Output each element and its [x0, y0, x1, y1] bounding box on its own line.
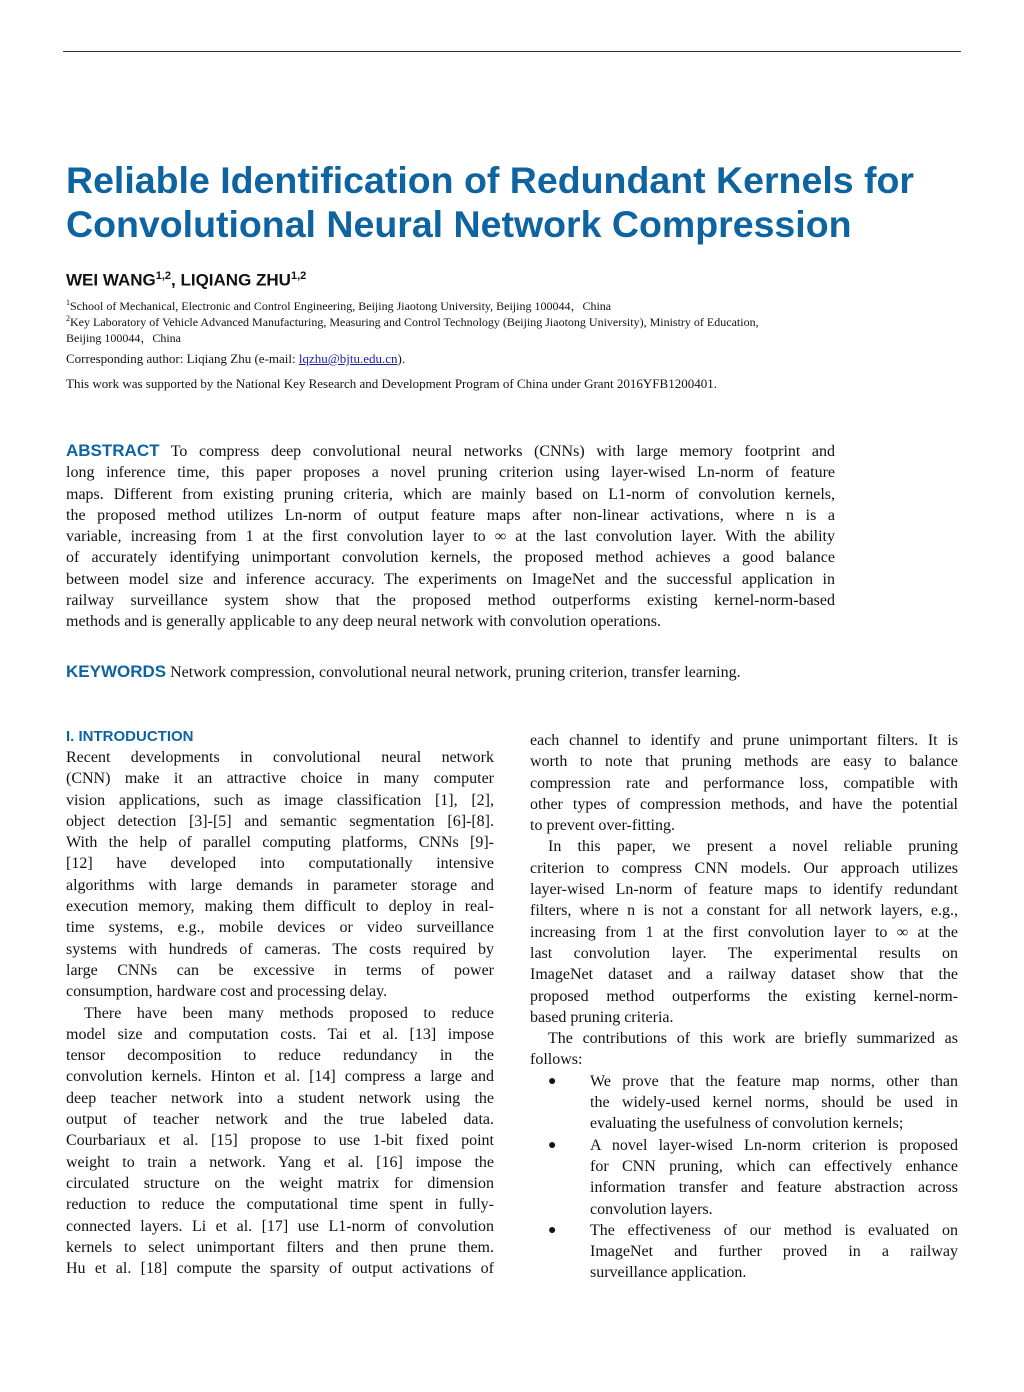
bullet-icon: ● [548, 1137, 557, 1153]
text-line: filters, where n is not a constant for all network layers, e.g., [530, 902, 958, 920]
text-line: The effectiveness of our method is evaluated on [590, 1221, 958, 1239]
text-line: increasing from 1 at the first convolution layer to ∞ at the [530, 923, 958, 941]
affil-number: 1 [66, 298, 70, 307]
left-column [66, 727, 494, 1279]
header-rule [63, 51, 961, 52]
title-line: Reliable Identification of Redundant Kernels for [66, 159, 914, 201]
keywords-label: KEYWORDS [66, 662, 167, 681]
paper-title [66, 158, 986, 246]
bullet-icon: ● [548, 1073, 557, 1089]
right-column [530, 730, 958, 1284]
text-line: large CNNs can be excessive in terms of power [66, 961, 494, 979]
text-line: layer-wised Ln-norm of feature maps to identify redundant [530, 881, 958, 899]
text-line: Hu et al. [18] compute the sparsity of output activations of [66, 1260, 494, 1278]
list-item [530, 1071, 958, 1135]
text-line: convolution kernels. Hinton et al. [14] compress a large and [66, 1068, 494, 1086]
text-line: follows: [530, 1051, 583, 1069]
email-link[interactable]: lqzhu@bjtu.edu.cn [298, 351, 398, 366]
text-line: We prove that the feature map norms, other than [590, 1072, 958, 1090]
text-line: for CNN pruning, which can effectively enhance [590, 1157, 958, 1175]
text-line: time systems, e.g., mobile devices or video surveillance [66, 919, 494, 937]
text-line: information transfer and feature abstraction across [590, 1179, 958, 1197]
text-line: weight to train a network. Yang et al. [16] impose the [66, 1153, 494, 1171]
corresponding-author [66, 351, 405, 367]
text-line: each channel to identify and prune unimportant filters. It is [530, 732, 958, 749]
text-line: algorithms with large demands in parameter storage and [66, 876, 494, 894]
text-line: reduction to reduce the computational time spent in fully- [66, 1196, 494, 1214]
text-line: In this paper, we present a novel reliable pruning [548, 838, 958, 856]
corresponding-text: Corresponding author: Liqiang Zhu (e-mail: [66, 351, 299, 366]
text-line: deep teacher network into a student network using the [66, 1089, 494, 1107]
affil-text: Key Laboratory of Vehicle Advanced Manufacturing, Measuring and Control Technology (Beijing Jiaotong University), Ministry of Education, [70, 315, 759, 329]
list-item [530, 1220, 958, 1284]
authors [66, 270, 306, 291]
affil-text: Beijing 100044，China [66, 331, 181, 345]
text-line: output of teacher network and the true labeled data. [66, 1111, 494, 1129]
text-line: consumption, hardware cost and processing delay. [66, 983, 388, 1001]
text-line: variable, increasing from 1 at the first convolution layer to ∞ at the last convolution layer. With the ability [66, 528, 835, 546]
author-name: WEI WANG [66, 270, 156, 290]
abstract [66, 440, 835, 633]
paragraph [66, 747, 494, 1003]
affil-number: 2 [66, 314, 70, 323]
text-line: the proposed method utilizes Ln-norm of output feature maps after non-linear activations, where n is a [66, 506, 835, 524]
text-line: model size and computation costs. Tai et al. [13] impose [66, 1025, 494, 1043]
text-line: long inference time, this paper proposes a novel pruning criterion using layer-wised Ln-norm of feature [66, 464, 835, 482]
funding-note: This work was supported by the National Key Research and Development Program of China under Grant 2016YFB1200401. [66, 376, 717, 391]
contribution-list [530, 1071, 958, 1284]
text-line: There have been many methods proposed to reduce [84, 1004, 494, 1022]
text-line: other types of compression methods, and have the potential [530, 795, 958, 813]
text-line: vision applications, such as image classification [1], [2], [66, 791, 494, 809]
corresponding-text: ). [397, 351, 406, 366]
text-line: surveillance application. [590, 1264, 747, 1282]
text-line: to prevent over-fitting. [530, 817, 675, 835]
text-line: circulated structure on the weight matrix for dimension [66, 1174, 494, 1192]
paragraph [530, 730, 958, 836]
abstract-label: ABSTRACT [66, 441, 160, 460]
text-line: (CNN) make it an attractive choice in many computer [66, 770, 494, 788]
text-line: between model size and inference accuracy. The experiments on ImageNet and the successful application in [66, 570, 835, 588]
text-line: Courbariaux et al. [15] propose to use 1-bit fixed point [66, 1132, 494, 1150]
text-line: the widely-used kernel norms, should be used in [590, 1094, 958, 1112]
text-line: maps. Different from existing pruning criteria, which are mainly based on L1-norm of convolution kernels, [66, 485, 835, 503]
text-line: of accurately identifying unimportant convolution kernels, the proposed method achieves a good balance [66, 549, 835, 567]
text-line: systems with hundreds of cameras. The costs required by [66, 940, 494, 958]
bullet-icon: ● [548, 1222, 557, 1238]
paragraph [530, 1028, 958, 1071]
section-heading: I. INTRODUCTION [66, 728, 194, 745]
list-item [530, 1135, 958, 1220]
author-affil: 1,2 [155, 270, 172, 282]
affil-text: School of Mechanical, Electronic and Control Engineering, Beijing Jiaotong University, Beijing 100044，China [70, 299, 612, 313]
paragraph [66, 462, 835, 632]
paragraph [530, 836, 958, 1028]
text-line: ImageNet and further proved in a railway [590, 1243, 958, 1261]
author-affil: 1,2 [290, 270, 307, 282]
text-line: connected layers. Li et al. [17] use L1-norm of convolution [66, 1217, 494, 1235]
text-line: methods and is generally applicable to any deep neural network with convolution operations. [66, 613, 661, 631]
text-line: ImageNet dataset and a railway dataset show that the [530, 966, 958, 984]
text-line: With the help of parallel computing platforms, CNNs [9]- [66, 834, 494, 852]
keywords-text: Network compression, convolutional neural network, pruning criterion, transfer learning. [170, 664, 741, 681]
text-line: kernels to select unimportant filters and then prune them. [66, 1238, 494, 1256]
text-line: proposed method outperforms the existing kernel-norm- [530, 987, 958, 1005]
keywords [66, 661, 866, 683]
text-line: [12] have developed into computationally intensive [66, 855, 494, 873]
text-line: railway surveillance system show that the proposed method outperforms existing kernel-norm-based [66, 592, 835, 610]
text-line: execution memory, making them difficult to deploy in real- [66, 898, 494, 916]
abstract-text: To compress deep convolutional neural networks (CNNs) with large memory footprint and [170, 443, 835, 460]
text-line: The contributions of this work are briefly summarized as [548, 1030, 958, 1048]
text-line: tensor decomposition to reduce redundancy in the [66, 1047, 494, 1065]
author-separator: , [171, 270, 181, 290]
text-line: evaluating the usefulness of convolution kernels; [590, 1115, 904, 1133]
text-line: convolution layers. [590, 1200, 713, 1218]
text-line: Recent developments in convolutional neural network [66, 749, 494, 766]
paragraph [66, 1003, 494, 1280]
text-line: compression rate and performance loss, compatible with [530, 774, 958, 792]
abstract-line [66, 440, 835, 462]
text-line: object detection [3]-[5] and semantic segmentation [6]-[8]. [66, 812, 494, 830]
text-line: A novel layer-wised Ln-norm criterion is proposed [590, 1136, 958, 1154]
affiliation-2 [66, 311, 826, 346]
text-line: based pruning criteria. [530, 1008, 674, 1026]
text-line: worth to note that pruning methods are easy to balance [530, 753, 958, 771]
title-line: Convolutional Neural Network Compression [66, 203, 852, 245]
author-name: LIQIANG ZHU [180, 270, 291, 290]
text-line: last convolution layer. The experimental results on [530, 944, 958, 962]
text-line: criterion to compress CNN models. Our approach utilizes [530, 859, 958, 877]
